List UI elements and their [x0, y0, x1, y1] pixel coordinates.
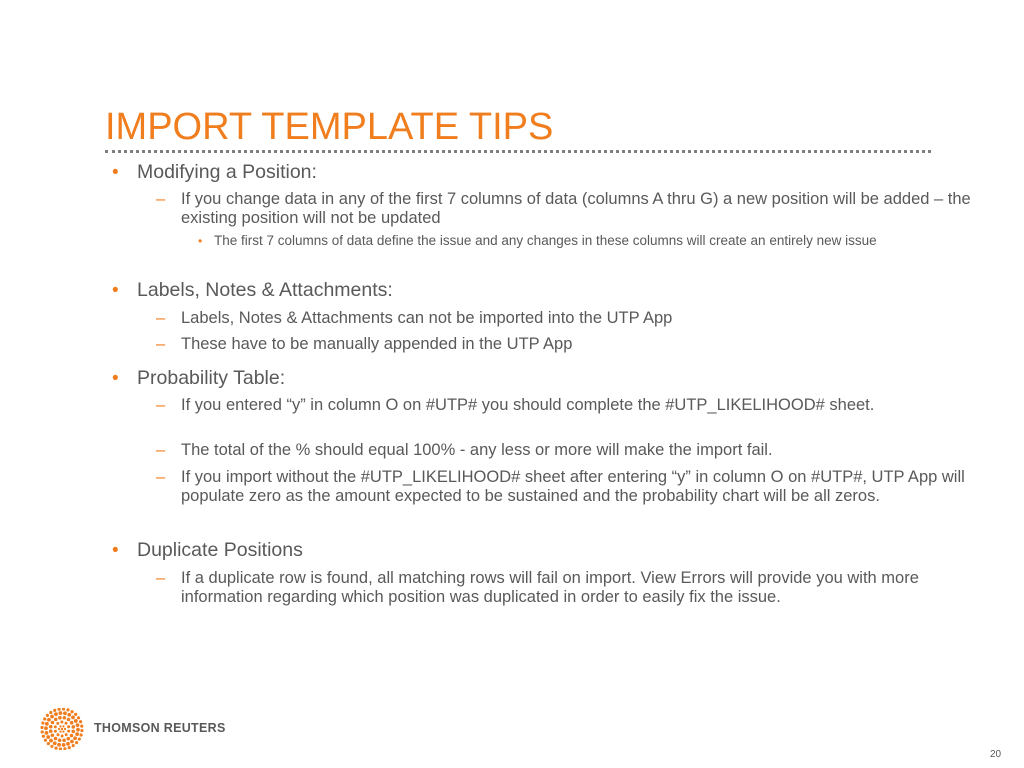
sub-list-item: The first 7 columns of data define the issue and any changes in these columns will create an entirely new issue	[214, 233, 877, 248]
section-heading-modifying: Modifying a Position:	[137, 161, 317, 183]
section-heading-duplicate: Duplicate Positions	[137, 539, 303, 561]
bullet-l3: •	[198, 234, 203, 248]
list-item: If you entered “y” in column O on #UTP# you should complete the #UTP_LIKELIHOOD# sheet.	[181, 396, 875, 414]
list-item: Labels, Notes & Attachments can not be imported into the UTP App	[181, 309, 673, 327]
section-heading-probability: Probability Table:	[137, 367, 286, 389]
slide-title: IMPORT TEMPLATE TIPS	[105, 106, 554, 148]
section-heading-labels: Labels, Notes & Attachments:	[137, 279, 393, 301]
dash-bullet: –	[156, 441, 166, 459]
list-item: These have to be manually appended in the UTP App	[181, 335, 573, 353]
list-item: If you change data in any of the first 7 columns of data (columns A thru G) a new position will be added – the existing position will not be updated	[181, 190, 971, 227]
brand-name: THOMSON REUTERS	[94, 721, 226, 735]
dash-bullet: –	[156, 335, 166, 353]
bullet-l1: •	[112, 280, 119, 301]
dash-bullet: –	[156, 190, 166, 208]
title-divider	[105, 150, 931, 153]
list-item: If a duplicate row is found, all matching rows will fail on import. View Errors will provide you with more information regarding which position was duplicated in order to easily fix the issue.	[181, 569, 919, 606]
list-item: The total of the % should equal 100% - any less or more will make the import fail.	[181, 441, 773, 459]
page-number: 20	[990, 749, 1002, 760]
dash-bullet: –	[156, 309, 166, 327]
bullet-l1: •	[112, 540, 119, 561]
list-item: If you import without the #UTP_LIKELIHOOD# sheet after entering “y” in column O on #UTP#, UTP App will populate zero as the amount expected to be sustained and the probability chart will be all zeros.	[181, 468, 965, 505]
dash-bullet: –	[156, 396, 166, 414]
dash-bullet: –	[156, 569, 166, 587]
bullet-l1: •	[112, 368, 119, 389]
dash-bullet: –	[156, 468, 166, 486]
bullet-l1: •	[112, 162, 119, 183]
